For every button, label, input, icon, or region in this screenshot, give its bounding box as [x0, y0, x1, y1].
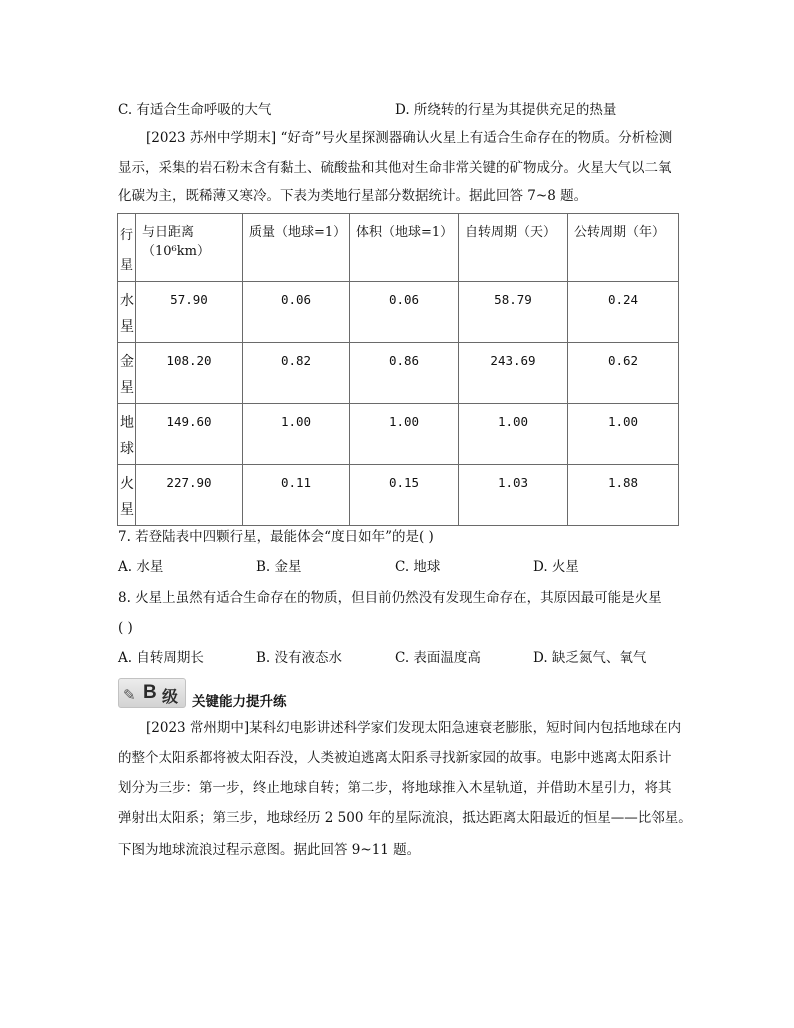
table-cell: 0.82	[243, 343, 350, 404]
table-cell-planet: 水星	[118, 282, 136, 343]
table-cell: 0.15	[350, 465, 459, 526]
level-badge	[118, 678, 186, 708]
table-cell-planet: 火星	[118, 465, 136, 526]
passage2-line: 的整个太阳系都将被太阳吞没，人类被迫逃离太阳系寻找新家园的故事。电影中逃离太阳系计	[118, 750, 672, 766]
table-row	[118, 465, 679, 526]
table-cell-planet: 金星	[118, 343, 136, 404]
table-header: 与日距离（10⁶km）	[136, 214, 243, 282]
question-7-stem: 7. 若登陆表中四颗行星，最能体会“度日如年”的是( )	[118, 529, 434, 545]
question-8-blank: ( )	[118, 620, 133, 636]
table-cell: 0.62	[568, 343, 679, 404]
q8-option-b: B. 没有液态水	[256, 650, 343, 666]
option-d: D. 所绕转的行星为其提供充足的热量	[395, 102, 617, 118]
passage1-line: 显示，采集的岩石粉末含有黏土、硫酸盐和其他对生命非常关键的矿物成分。火星大气以二氧	[118, 160, 672, 176]
q8-option-c: C. 表面温度高	[395, 650, 481, 666]
table-row	[118, 404, 679, 465]
table-header: 体积（地球=1）	[350, 214, 459, 282]
planet-data-table	[117, 213, 679, 526]
table-cell: 0.86	[350, 343, 459, 404]
table-cell: 1.00	[243, 404, 350, 465]
passage2-line: [2023 常州期中]某科幻电影讲述科学家们发现太阳急速衰老膨胀，短时间内包括地球在内	[146, 720, 682, 736]
table-cell: 1.88	[568, 465, 679, 526]
table-cell: 227.90	[136, 465, 243, 526]
passage2-line: 弹射出太阳系；第三步，地球经历 2 500 年的星际流浪，抵达距离太阳最近的恒星——比邻星。	[118, 810, 692, 826]
table-cell: 57.90	[136, 282, 243, 343]
table-header: 行星	[118, 214, 136, 282]
table-cell: 1.00	[568, 404, 679, 465]
table-cell: 243.69	[459, 343, 568, 404]
badge-level: 级	[162, 687, 179, 706]
table-header: 自转周期（天）	[459, 214, 568, 282]
option-c: C. 有适合生命呼吸的大气	[118, 102, 272, 118]
table-row	[118, 343, 679, 404]
passage2-line: 划分为三步：第一步，终止地球自转；第二步，将地球推入木星轨道，并借助木星引力，将其	[118, 780, 672, 796]
q7-option-a: A. 水星	[118, 559, 164, 575]
badge-letter: B	[143, 682, 157, 703]
question-8-stem: 8. 火星上虽然有适合生命存在的物质，但目前仍然没有发现生命存在，其原因最可能是火星	[118, 590, 662, 606]
passage2-line: 下图为地球流浪过程示意图。据此回答 9~11 题。	[118, 842, 421, 858]
q8-option-d: D. 缺乏氮气、氧气	[533, 650, 647, 666]
table-header: 质量（地球=1）	[243, 214, 350, 282]
table-cell: 1.00	[350, 404, 459, 465]
table-cell: 1.03	[459, 465, 568, 526]
table-cell: 58.79	[459, 282, 568, 343]
table-cell: 0.06	[350, 282, 459, 343]
table-cell-planet: 地球	[118, 404, 136, 465]
q7-option-d: D. 火星	[533, 559, 579, 575]
table-cell: 0.11	[243, 465, 350, 526]
table-header-row	[118, 214, 679, 282]
passage1-line: 化碳为主，既稀薄又寒冷。下表为类地行星部分数据统计。据此回答 7~8 题。	[118, 188, 588, 204]
table-cell: 149.60	[136, 404, 243, 465]
pencil-icon: ✎	[123, 686, 136, 704]
table-cell: 0.24	[568, 282, 679, 343]
table-cell: 108.20	[136, 343, 243, 404]
table-cell: 0.06	[243, 282, 350, 343]
table-cell: 1.00	[459, 404, 568, 465]
q7-option-b: B. 金星	[256, 559, 302, 575]
table-row	[118, 282, 679, 343]
section-title: 关键能力提升练	[192, 694, 287, 710]
q8-option-a: A. 自转周期长	[118, 650, 204, 666]
q7-option-c: C. 地球	[395, 559, 441, 575]
passage1-line: [2023 苏州中学期末] “好奇”号火星探测器确认火星上有适合生命存在的物质。分析检测	[146, 130, 673, 146]
table-header: 公转周期（年）	[568, 214, 679, 282]
